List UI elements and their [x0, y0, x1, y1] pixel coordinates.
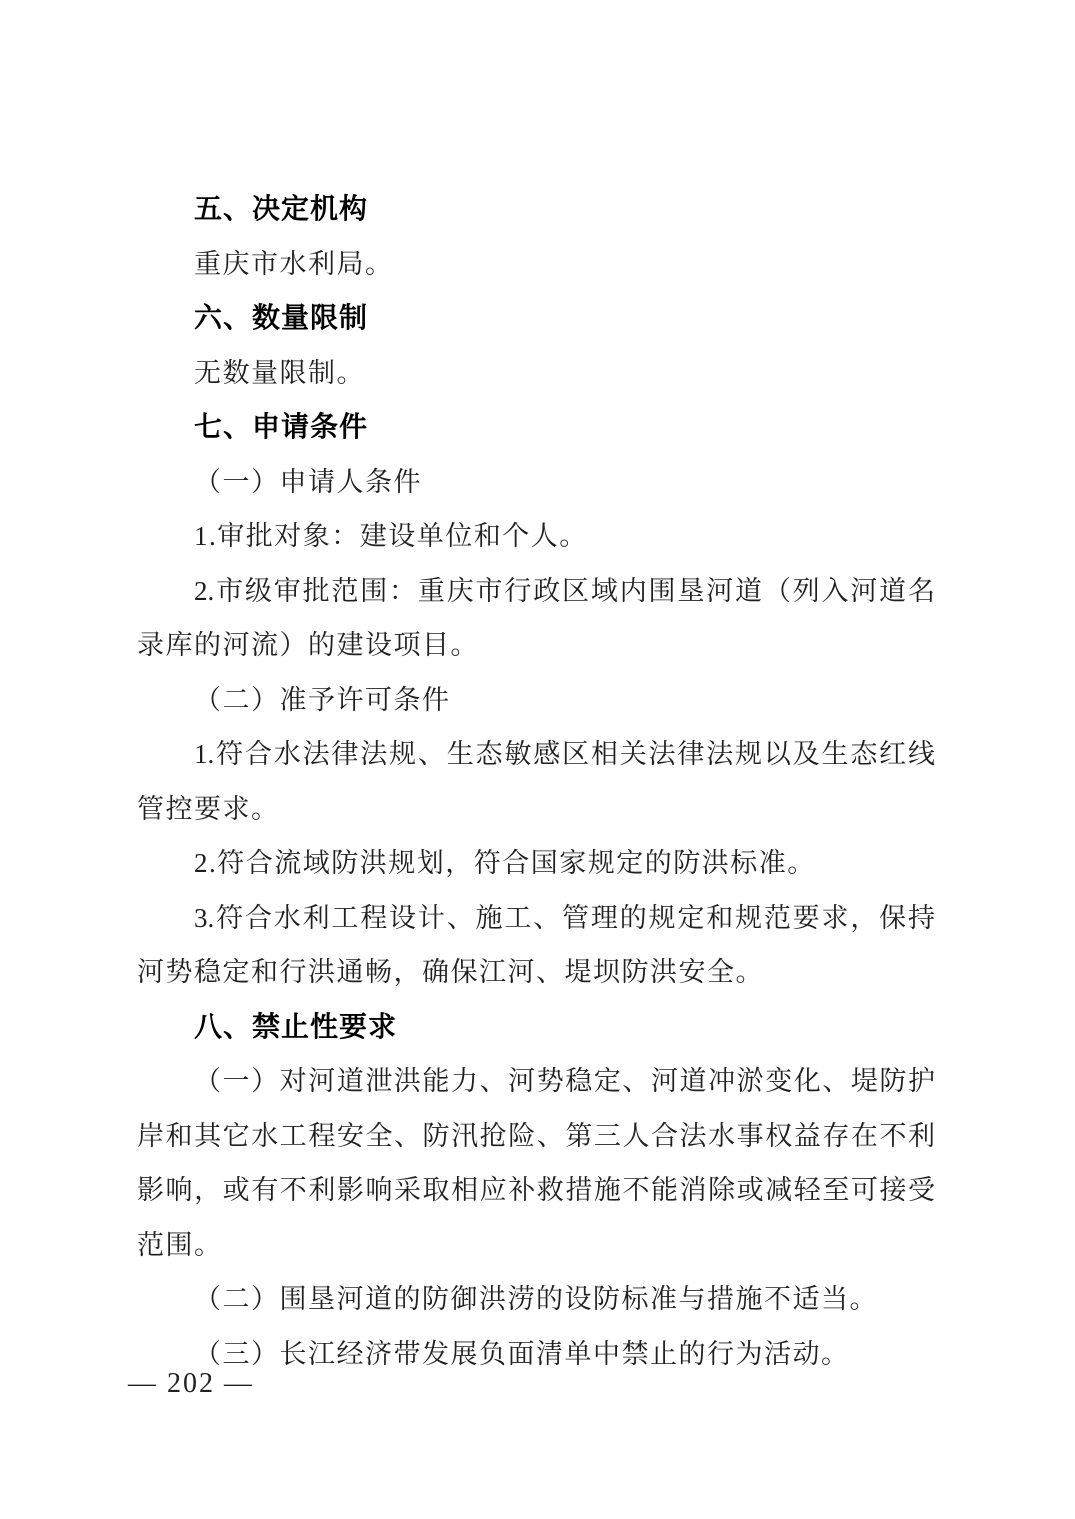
paragraph-line: 录库的河流）的建设项目。 — [137, 630, 479, 660]
paragraph-line: 管控要求。 — [137, 793, 280, 824]
subsection-heading-applicant-conditions: （一）申请人条件 — [194, 466, 422, 497]
section-heading-deciding-authority: 五、决定机构 — [194, 193, 369, 224]
page-number: — 202 — — [128, 1368, 254, 1399]
paragraph-line: 重庆市水利局。 — [194, 248, 394, 279]
section-heading-application-conditions: 七、申请条件 — [194, 411, 369, 442]
paragraph-line: （二）围垦河道的防御洪涝的设防标准与措施不适当。 — [194, 1284, 878, 1314]
paragraph-line: 无数量限制。 — [194, 357, 365, 388]
paragraph-line: 范围。 — [137, 1229, 223, 1260]
paragraph-line: 2.市级审批范围：重庆市行政区域内围垦河道（列入河道名 — [194, 575, 935, 606]
paragraph-line: 3.符合水利工程设计、施工、管理的规定和规范要求，保持 — [194, 902, 935, 933]
subsection-heading-permit-conditions: （二）准予许可条件 — [194, 684, 451, 715]
paragraph-line: 1.审批对象：建设单位和个人。 — [194, 521, 588, 551]
paragraph-line: 岸和其它水工程安全、防汛抢险、第三人合法水事权益存在不利 — [137, 1120, 935, 1151]
paragraph-line: （三）长江经济带发展负面清单中禁止的行为活动。 — [194, 1338, 850, 1369]
section-heading-quantity-limit: 六、数量限制 — [194, 302, 369, 333]
paragraph-line: 1.符合水法律法规、生态敏感区相关法律法规以及生态红线 — [194, 739, 935, 769]
document-body — [137, 182, 935, 1381]
paragraph-line: 2.符合流域防洪规划，符合国家规定的防洪标准。 — [194, 848, 816, 878]
paragraph-line: （一）对河道泄洪能力、河势稳定、河道冲淤变化、堤防护 — [194, 1066, 935, 1096]
section-heading-prohibitive-requirements: 八、禁止性要求 — [194, 1010, 398, 1042]
paragraph-line: 影响，或有不利影响采取相应补救措施不能消除或减轻至可接受 — [137, 1175, 935, 1205]
paragraph-line: 河势稳定和行洪通畅，确保江河、堤坝防洪安全。 — [137, 957, 764, 987]
